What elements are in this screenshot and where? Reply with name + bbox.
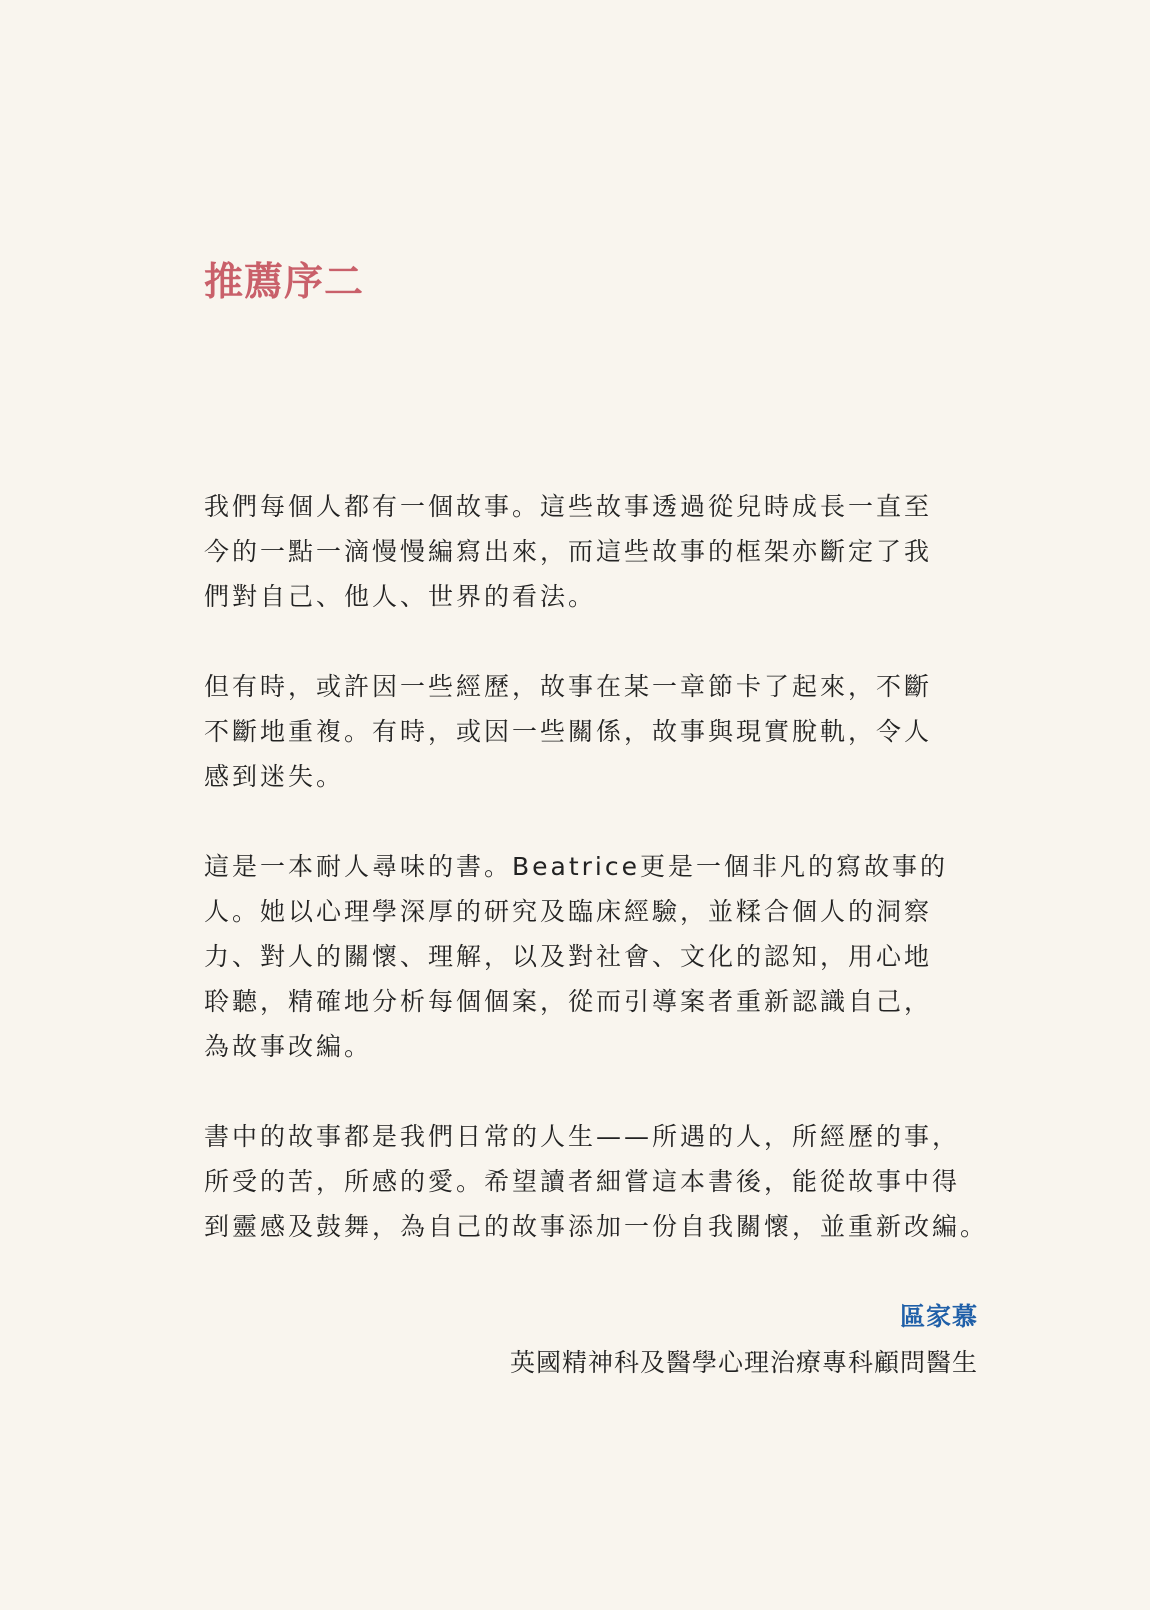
- paragraph-line: 但有時，或許因一些經歷，故事在某一章節卡了起來，不斷: [204, 672, 933, 701]
- paragraph-3: [204, 844, 978, 1069]
- paragraph-line: 人。她以心理學深厚的研究及臨床經驗，並糅合個人的洞察: [204, 897, 933, 926]
- paragraph-4: [204, 1114, 989, 1249]
- paragraph-line: 聆聽，精確地分析每個個案，從而引導案者重新認識自己，: [204, 987, 933, 1016]
- signature-block: [510, 1297, 978, 1383]
- paragraph-line: 書中的故事都是我們日常的人生——所遇的人，所經歷的事，: [204, 1122, 961, 1151]
- author-name: 區家慕: [899, 1302, 978, 1331]
- paragraph-line: 們對自己、他人、世界的看法。: [204, 582, 597, 611]
- paragraph-line: 力、對人的關懷、理解，以及對社會、文化的認知，用心地: [204, 942, 933, 971]
- paragraph-1: [204, 484, 978, 619]
- paragraph-2: [204, 664, 978, 799]
- paragraph-line: 感到迷失。: [204, 762, 345, 791]
- paragraph-line: 所受的苦，所感的愛。希望讀者細嘗這本書後，能從故事中得: [204, 1167, 961, 1196]
- paragraph-line: 不斷地重複。有時，或因一些關係，故事與現實脫軌，令人: [204, 717, 933, 746]
- paragraph-line: 到靈感及鼓舞，為自己的故事添加一份自我關懷，並重新改編。: [204, 1212, 989, 1241]
- paragraph-line: 今的一點一滴慢慢編寫出來，而這些故事的框架亦斷定了我: [204, 537, 933, 566]
- paragraph-line: 為故事改編。: [204, 1032, 373, 1061]
- paragraph-line: 我們每個人都有一個故事。這些故事透過從兒時成長一直至: [204, 492, 933, 521]
- body-text: [204, 484, 989, 1294]
- author-position: 英國精神科及醫學心理治療專科顧問醫生: [509, 1348, 978, 1377]
- paragraph-line: 這是一本耐人尋味的書。Beatrice更是一個非凡的寫故事的: [204, 852, 949, 881]
- page-title: 推薦序二: [204, 260, 365, 305]
